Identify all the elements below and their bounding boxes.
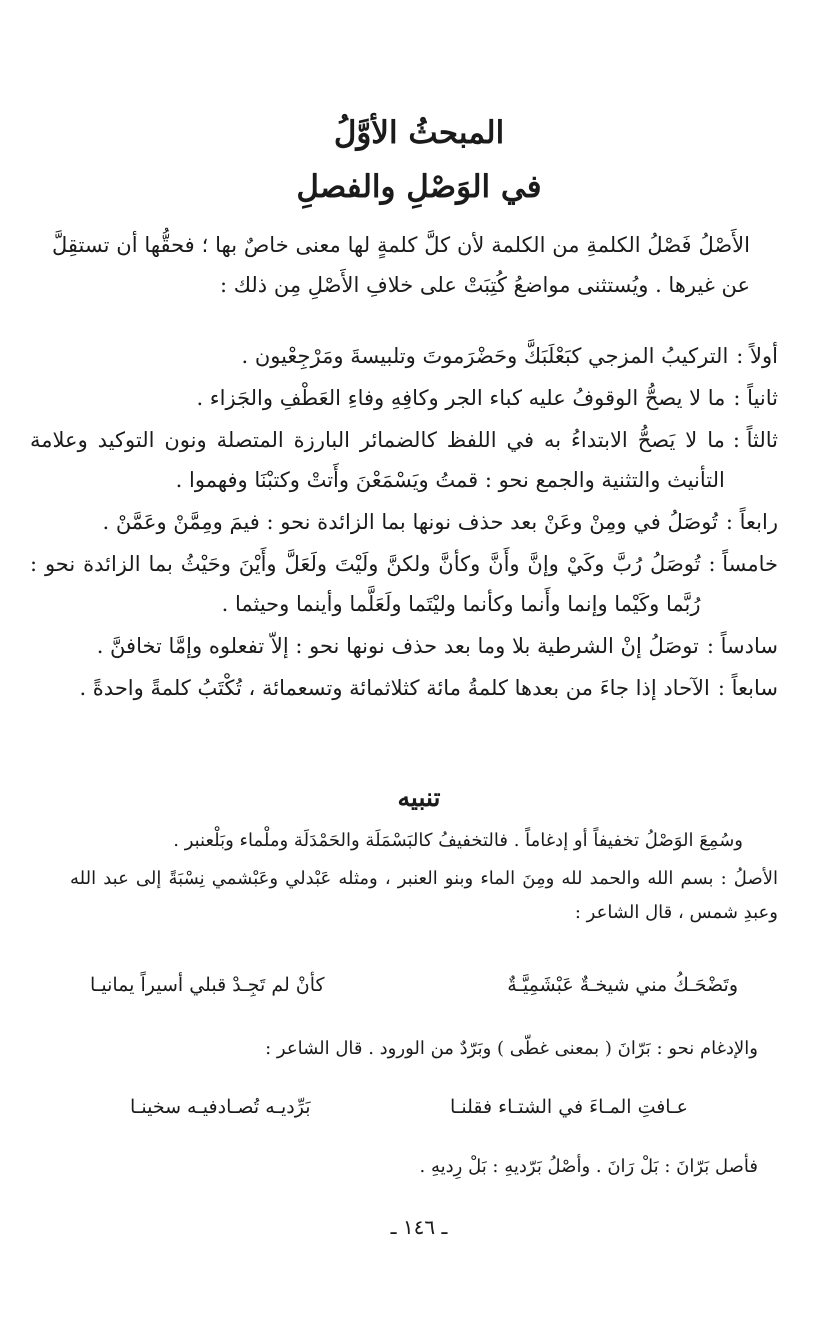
note-paragraph-3: والإدغام نحو : بَرّانَ ( بمعنى غطّى ) وبَرّدٌ من الورود . قال الشاعر : [265, 1038, 758, 1059]
item-text: التركيبُ المزجي كبَعْلَبَكَّ وحَضْرَموتَ وتلبيسةَ ومَرْجِعْيون . [241, 344, 729, 368]
verse-second-hemistich: كأنْ لم تَجِـدْ قبلي أسيراً يمانيـا [90, 974, 325, 996]
item-label: خامساً : [708, 552, 778, 576]
list-item [30, 420, 778, 500]
list-item [30, 544, 778, 624]
item-label: أولاً : [736, 344, 778, 368]
list-item [30, 502, 778, 542]
verse-first-hemistich: عـافتِ المـاءَ في الشتـاء فقلنـا [450, 1096, 688, 1118]
verse-first-hemistich: وتَضْحَـكُ مني شيخـةٌ عَبْشَمِيَّـةٌ [507, 974, 738, 996]
item-label: ثانياً : [733, 386, 778, 410]
list-item [30, 668, 778, 708]
item-text: ما لا يصحُّ الوقوفُ عليه كباء الجر وكافِهِ وفاءِ العَطْفِ والجَزاء . [196, 386, 726, 410]
section-title: المبحثُ الأوَّلُ [333, 115, 505, 151]
item-label: ثالثاً : [732, 428, 778, 452]
verse-second-hemistich: بَرِّديـه تُصـادفيـه سخينـا [130, 1096, 311, 1118]
exceptions-list [30, 336, 778, 710]
item-text: تُوصَلُ رُبَّ وكَيْ وإنَّ وأَنَّ وكأنَّ ولكنَّ ولَيْتَ ولَعَلَّ وأَيْنَ وحَيْثُ بما الزائدة نحو : رُبَّما وكَيْما وإنما وأَنما وكأنما وليْتَما ولَعَلَّما وأينما وحيثما . [30, 552, 701, 616]
note-paragraph-4: فأصل بَرّانَ : بَلْ رَانَ . وأصْلُ بَرّديهِ : بَلْ رِديهِ . [419, 1156, 758, 1177]
item-text: توصَلُ إنْ الشرطية بلا وما بعد حذف نونها نحو : إلاّ تفعلوه وإمَّا تخافنَّ . [96, 634, 699, 658]
poetry-verse-1 [90, 968, 738, 1002]
poetry-verse-2 [130, 1090, 688, 1124]
list-item [30, 378, 778, 418]
item-label: رابعاً : [725, 510, 778, 534]
item-text: الآحاد إذا جاءَ من بعدها كلمةُ مائة كثلاثمائة وتسعمائة ، تُكْتَبُ كلمةً واحدةً . [79, 676, 710, 700]
note-paragraph-1: وسُمِعَ الوَصْلُ تخفيفاً أو إدغاماً . فالتخفيفُ كالبَسْمَلَة والحَمْدَلَة وملْماء وبَلْعنبر . [173, 830, 743, 851]
item-text: ما لا يَصحُّ الابتداءُ به في اللفظ كالضمائر البارزة المتصلة ونون التوكيد وعلامة التأنيث والتثنية والجمع نحو : قمتُ ويَسْمَعْنَ وأَتتْ وكتبْنَا وفهموا . [30, 428, 725, 492]
list-item [30, 336, 778, 376]
page-number: ـ ١٤٦ ـ [390, 1215, 448, 1239]
list-item [30, 626, 778, 666]
item-label: سابعاً : [717, 676, 778, 700]
intro-paragraph: الأَصْلُ فَصْلُ الكلمةِ من الكلمة لأن كلَّ كلمةٍ لها معنى خاصٌ بها ؛ فحقُّها أن تستقِلَّ عن غيرها . ويُستثنى مواضعُ كُتِبَتْ على خلافِ الأَصْلِ مِن ذلك : [52, 233, 750, 297]
item-label: سادساً : [706, 634, 778, 658]
section-subtitle: في الوَصْلِ والفصلِ [296, 169, 542, 205]
item-text: تُوصَلُ في ومِنْ وعَنْ بعد حذف نونها بما الزائدة نحو : فيمَ ومِمَّنْ وعَمَّنْ . [102, 510, 718, 534]
note-paragraph-2: الأصلُ : بسم الله والحمد لله ومِنَ الماء وبنو العنبر ، ومثله عَبْدلي وعَبْشمي نِسْبَةً إلى عبد الله وعبدِ شمس ، قال الشاعر : [70, 868, 778, 923]
note-title: تنبيه [397, 783, 441, 812]
